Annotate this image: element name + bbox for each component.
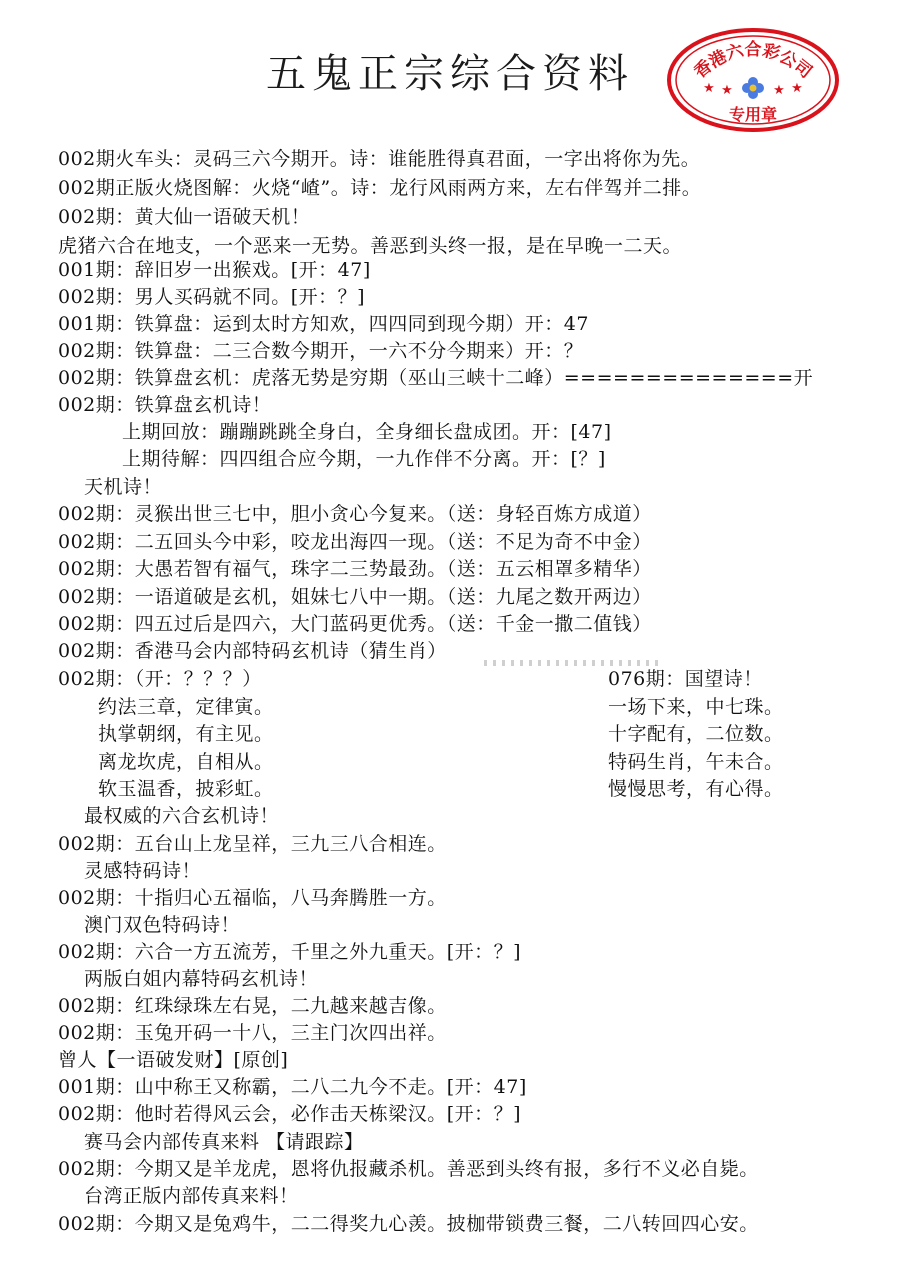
text-line: 002期正版火烧图解：火烧“嵖”。诗：龙行风雨两方来，左右伴驾并二排。 xyxy=(58,177,702,199)
flower-seal-icon xyxy=(742,77,764,99)
text-line: 001期：铁算盘：运到太时方知欢，四四同到现今期）开：47 xyxy=(58,313,589,335)
section-heading: 两版白姐内幕特码玄机诗！ xyxy=(84,968,319,990)
text-line: 002期：铁算盘：二三合数今期开，一六不分今期来）开：？ xyxy=(58,340,584,362)
poem-line: 约法三章，定律寅。 xyxy=(98,696,274,718)
poem-line: 执掌朝纲，有主见。 xyxy=(98,723,274,745)
right-column-heading: 076期：国望诗！ xyxy=(608,668,763,690)
text-line: 001期：山中称王又称霸，二八二九今不走。[开：47] xyxy=(58,1076,527,1098)
section-heading: 灵感特码诗！ xyxy=(84,860,202,882)
company-seal-stamp xyxy=(665,26,841,134)
svg-text:★: ★ xyxy=(791,81,803,96)
text-line: 002期：今期又是兔鸡牛，二二得奖九心羡。披枷带锁费三餐，二八转回四心安。 xyxy=(58,1213,759,1235)
text-line: 002期：六合一方五流芳，千里之外九重天。[开：？] xyxy=(58,941,522,963)
text-line: 002期：铁算盘玄机诗！ xyxy=(58,394,272,416)
text-line: 虎猪六合在地支，一个恶来一无势。善恶到头终一报，是在早晚一二天。 xyxy=(58,235,683,257)
section-heading: 最权威的六合玄机诗！ xyxy=(84,805,280,827)
text-line: 曾人【一语破发财】[原创] xyxy=(58,1049,289,1071)
right-poem-line: 特码生肖，午未合。 xyxy=(608,751,784,773)
text-line: 002期：他时若得风云会，必作击天栋梁汉。[开：？] xyxy=(58,1103,522,1125)
poem-line: 离龙坎虎，自相从。 xyxy=(98,751,274,773)
text-line: 002期：玉兔开码一十八，三主门次四出祥。 xyxy=(58,1022,447,1044)
svg-text:专用章: 专用章 xyxy=(728,105,778,124)
svg-text:★: ★ xyxy=(703,81,715,96)
text-line: 002期：十指归心五福临，八马奔腾胜一方。 xyxy=(58,887,447,909)
text-line: 002期：铁算盘玄机：虎落无势是穷期（巫山三峡十二峰）==============开 xyxy=(58,367,814,389)
text-line: 002期：（开：？？？） xyxy=(58,668,262,690)
svg-text:香港六合彩公司: 香港六合彩公司 xyxy=(690,40,816,83)
right-poem-line: 慢慢思考，有心得。 xyxy=(608,778,784,800)
text-line: 上期回放：蹦蹦跳跳全身白，全身细长盘成团。开：[47] xyxy=(122,421,612,443)
svg-text:★: ★ xyxy=(773,83,785,98)
text-line: 002期：二五回头今中彩，咬龙出海四一现。（送：不足为奇不中金） xyxy=(58,531,652,553)
text-line: 002期：大愚若智有福气，珠字二三势最劲。（送：五云相罩多精华） xyxy=(58,558,652,580)
text-line: 002期：灵猴出世三七中，胆小贪心今复来。（送：身轻百炼方成道） xyxy=(58,503,652,525)
text-line: 002期：男人买码就不同。[开：？] xyxy=(58,286,366,308)
text-line: 002期：五台山上龙呈祥，三九三八合相连。 xyxy=(58,833,447,855)
text-line: 001期：辞旧岁一出猴戏。[开：47] xyxy=(58,259,371,281)
section-heading: 澳门双色特码诗！ xyxy=(84,914,241,936)
svg-text:★: ★ xyxy=(721,83,733,98)
text-line: 002期：四五过后是四六，大门蓝码更优秀。（送：千金一撒二值钱） xyxy=(58,613,652,635)
section-heading: 赛马会内部传真来料 【请跟踪】 xyxy=(84,1131,364,1153)
text-line: 002期火车头：灵码三六今期开。诗：谁能胜得真君面，一字出将你为先。 xyxy=(58,148,701,170)
text-line: 002期：黄大仙一语破天机！ xyxy=(58,206,311,228)
poem-line: 软玉温香，披彩虹。 xyxy=(98,778,274,800)
text-line: 002期：一语道破是玄机，姐妹七八中一期。（送：九尾之数开两边） xyxy=(58,586,652,608)
text-line: 上期待解：四四组合应今期，一九作伴不分离。开：[？] xyxy=(122,448,606,470)
page-title: 五鬼正宗综合资料 xyxy=(266,51,634,97)
right-poem-line: 十字配有，二位数。 xyxy=(608,723,784,745)
section-heading: 台湾正版内部传真来料！ xyxy=(84,1185,299,1207)
right-poem-line: 一场下来，中七珠。 xyxy=(608,696,784,718)
text-line: 002期：今期又是羊龙虎，恩将仇报藏杀机。善恶到头终有报，多行不义必自毙。 xyxy=(58,1158,759,1180)
text-line: 002期：红珠绿珠左右晃，二九越来越吉像。 xyxy=(58,995,447,1017)
text-line: 002期：香港马会内部特码玄机诗（猜生肖） xyxy=(58,640,447,662)
section-heading: 天机诗！ xyxy=(84,476,163,498)
